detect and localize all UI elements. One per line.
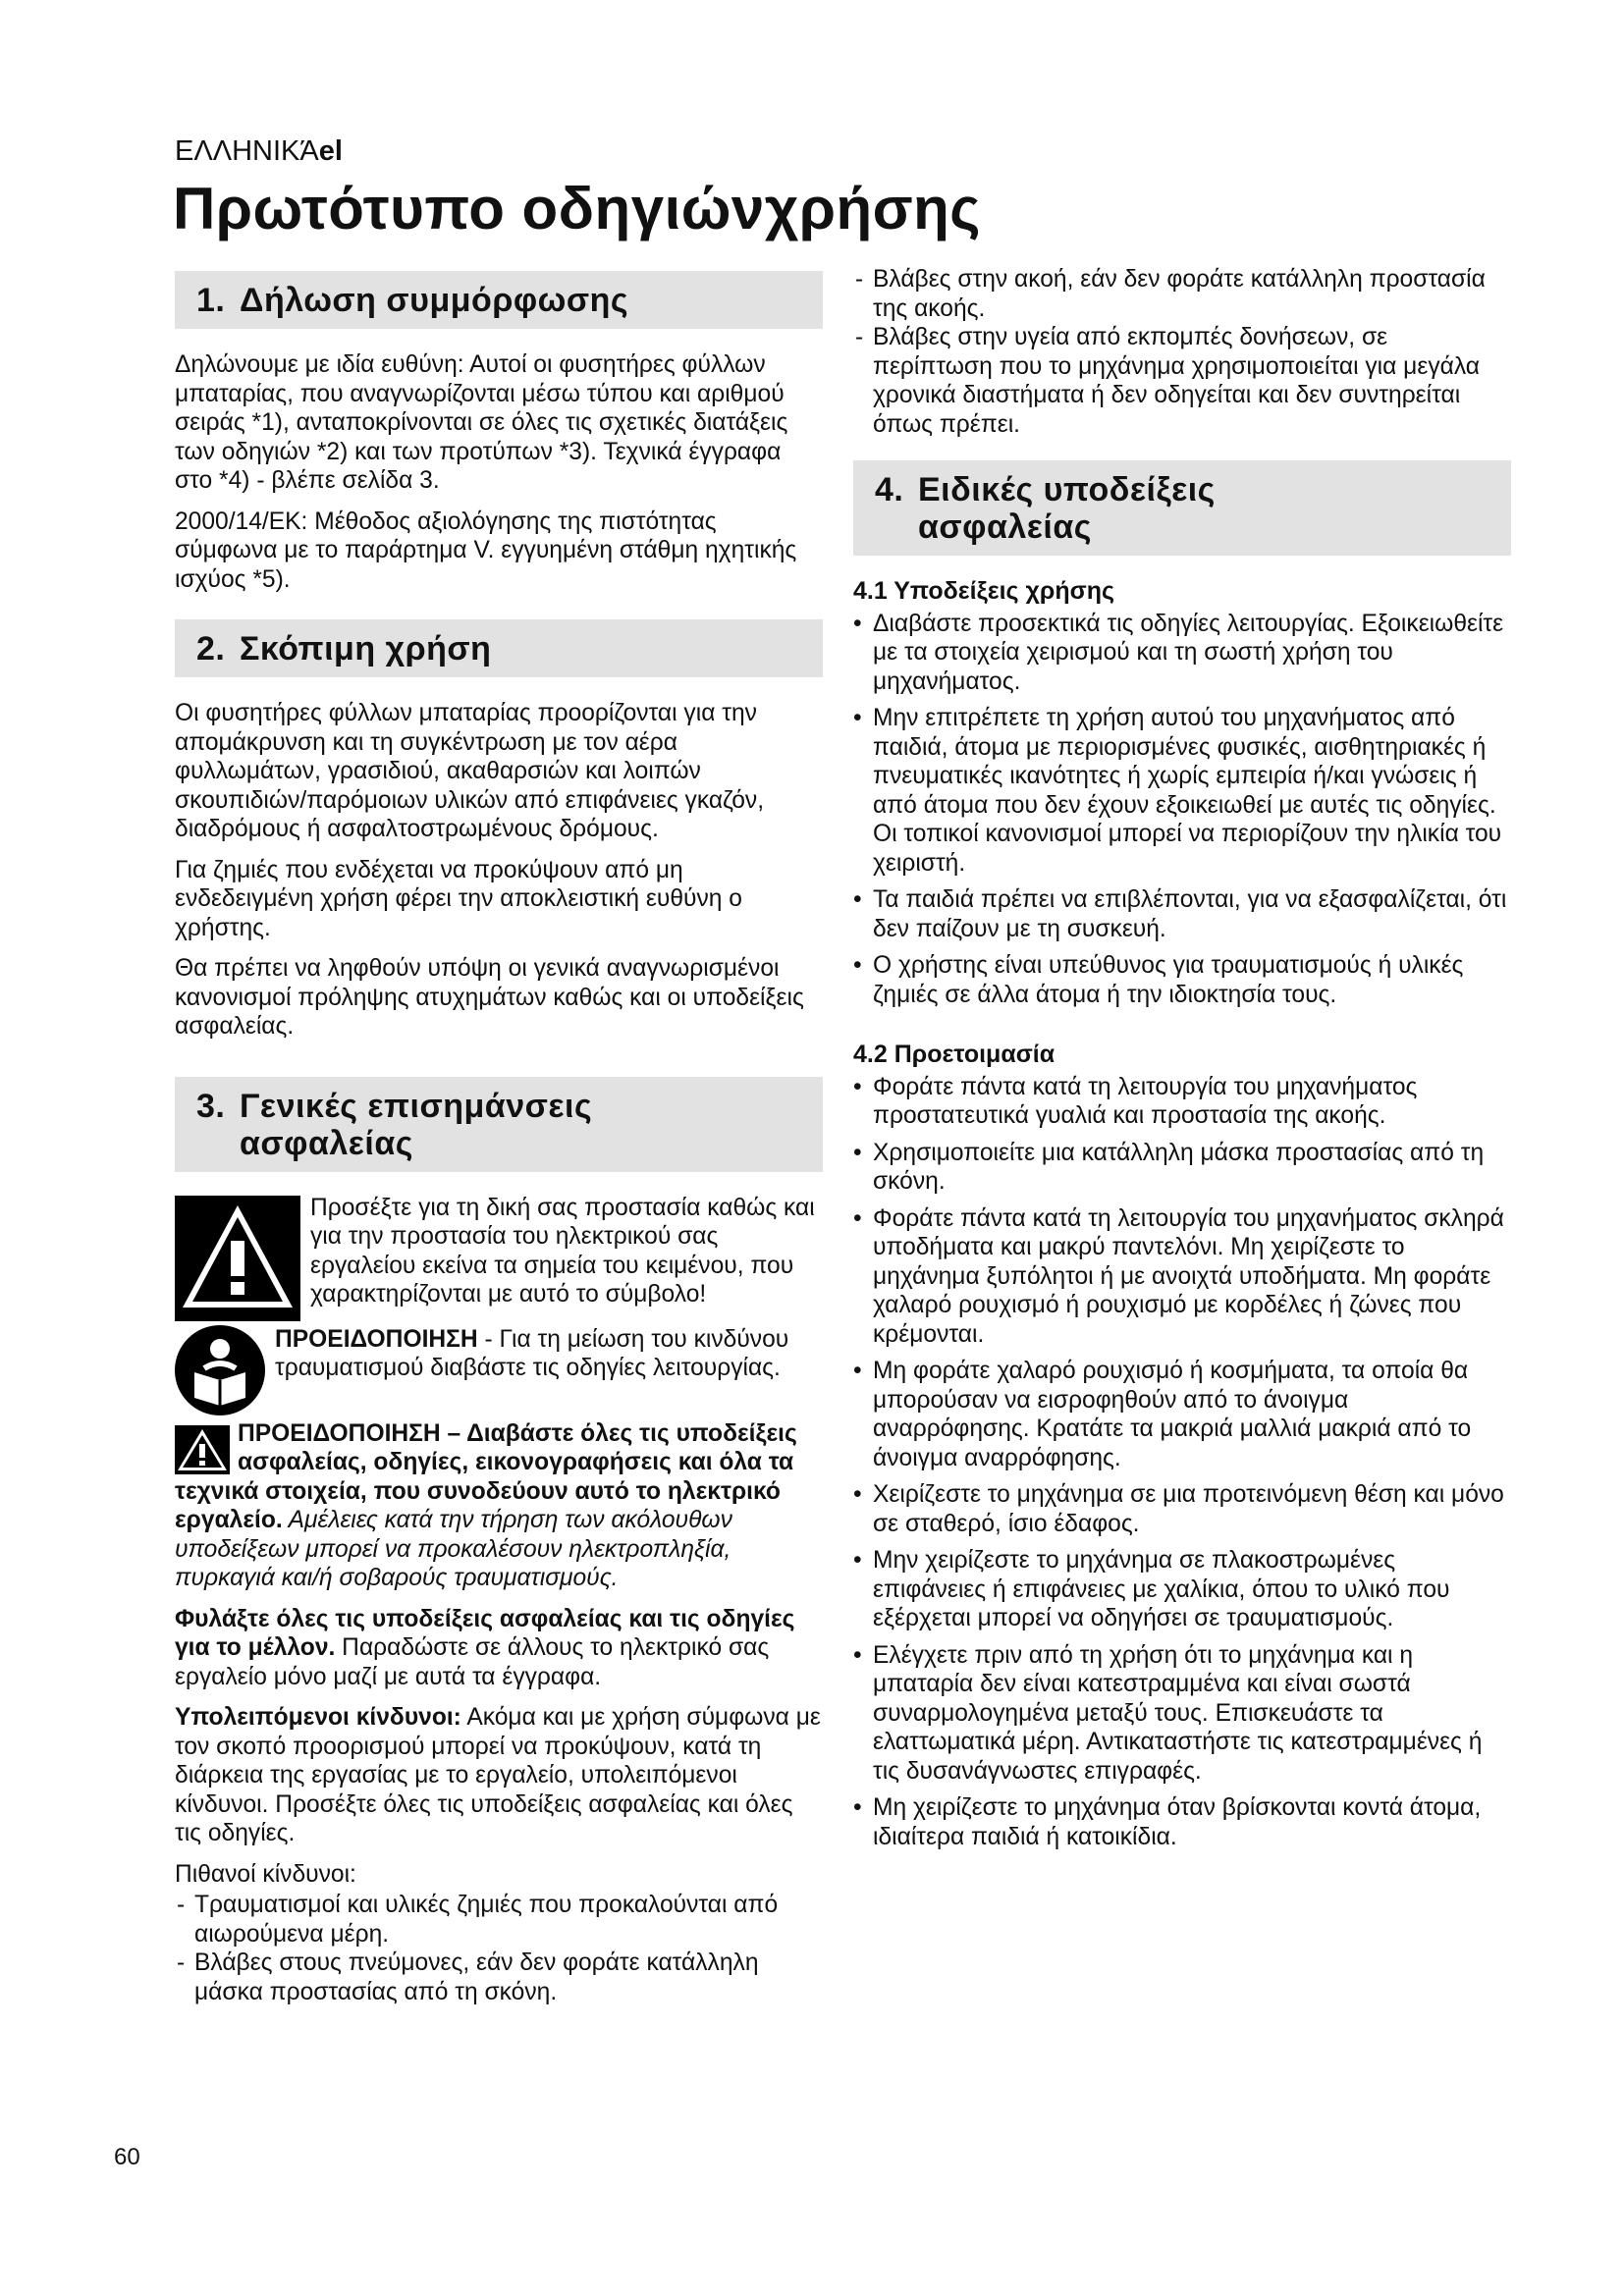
- warning-2-italic: Αμέλειες κατά την τήρηση των ακόλουθων υποδείξεων μπορεί να προκαλέσουν ηλεκτροπληξία, πυρκαγιά και/ή σοβαρούς τραυματισμούς.: [175, 1507, 732, 1591]
- s1-paragraph-2: 2000/14/ΕΚ: Μέθοδος αξιολόγησης της πιστότητας σύμφωνα με το παράρτημα V. εγγυημένη στάθμη ηχητικής ισχύος *5).: [175, 507, 797, 593]
- list-item: • Φοράτε πάντα κατά τη λειτουργία του μηχανήματος σκληρά υποδήματα και μακρύ παντελόνι. Μη χειρίζεστε το μηχάνημα ξυπόλητοι ή με ανοιχτά υποδήματα. Μη φοράτε χαλαρό ρουχισμό ή ρουχισμό με κορδέλες ή ζώνες που κρέμονται.: [853, 1204, 1511, 1350]
- preparation-list: [853, 1073, 1511, 1852]
- read-manual-icon: [175, 1325, 265, 1415]
- subsection-4-1: 4.1 Υποδείξεις χρήσης: [853, 577, 1115, 605]
- list-item: - Βλάβες στους πνεύμονες, εάν δεν φοράτε κατάλληλη μάσκα προστασίας από τη σκόνη.: [175, 1949, 823, 2006]
- warning-2-bold: ΠΡΟΕΙΔΟΠΟΙΗΣΗ – Διαβάστε όλες τις υποδείξεις ασφαλείας, οδηγίες, εικονογραφήσεις και όλα τα τεχνικά στοιχεία, που συνοδεύουν αυτό το ηλεκτρικό εργαλείο.: [175, 1419, 797, 1533]
- keep-instructions: Φυλάξτε όλες τις υποδείξεις ασφαλείας και τις οδηγίες για το μέλλον. Παραδώστε σε άλλους το ηλεκτρικό σας εργαλείο μόνο μαζί με αυτά τα έγγραφα.: [175, 1605, 795, 1690]
- symbol-notice: [175, 1194, 823, 1321]
- residual-risks: Υπολειπόμενοι κίνδυνοι: Ακόμα και με χρήση σύμφωνα με τον σκοπό προορισμού μπορεί να προκύψουν, κατά τη διάρκεια της εργασίας με το εργαλείο, υπολειπόμενοι κίνδυνοι. Προσέξτε όλες τις υποδείξεις ασφαλείας και όλες τις οδηγίες.: [175, 1704, 821, 1846]
- risk-list-left: [175, 1891, 823, 2006]
- list-item: - Βλάβες στην υγεία από εκπομπές δονήσεων, σε περίπτωση που το μηχάνημα χρησιμοποιείται για μεγάλα χρονικά διαστήματα ή δεν οδηγείται και δεν συντηρείται όπως πρέπει.: [853, 323, 1511, 439]
- section-4-heading: 4. Ειδικές υποδείξεις ασφαλείας: [853, 460, 1511, 556]
- warning-triangle-icon: [175, 1196, 300, 1321]
- section-1-heading: 1. Δήλωση συμμόρφωσης: [175, 271, 823, 329]
- right-column: [853, 265, 1511, 1859]
- list-item: - Βλάβες στην ακοή, εάν δεν φοράτε κατάλληλη προστασία της ακοής.: [853, 265, 1511, 323]
- warning-1-text: - Για τη μείωση του κινδύνου τραυματισμού διαβάστε τις οδηγίες λειτουργίας.: [275, 1325, 789, 1381]
- left-column: [175, 271, 823, 2014]
- warning-2: [175, 1419, 823, 1593]
- s2-paragraph-3: Θα πρέπει να ληφθούν υπόψη οι γενικά αναγνωρισμένοι κανονισμοί πρόληψης ατυχημάτων καθώς και οι υποδείξεις ασφαλείας.: [175, 955, 804, 1040]
- read-manual-warning: [175, 1325, 823, 1415]
- section-3-heading: 3. Γενικές επισημάνσεις ασφαλείας: [175, 1077, 823, 1172]
- list-item: • Χειρίζεστε το μηχάνημα σε μια προτεινόμενη θέση και μόνο σε σταθερό, ίσιο έδαφος.: [853, 1480, 1511, 1538]
- list-item: • Τα παιδιά πρέπει να επιβλέπονται, για να εξασφαλίζεται, ότι δεν παίζουν με τη συσκευή.: [853, 885, 1511, 943]
- list-item: - Τραυματισμοί και υλικές ζημιές που προκαλούνται από αιωρούμενα μέρη.: [175, 1891, 823, 1949]
- s2-paragraph-2: Για ζημιές που ενδέχεται να προκύψουν από μη ενδεδειγμένη χρήση φέρει την αποκλειστική ευθύνη ο χρήστης.: [175, 856, 742, 941]
- list-item: • Ελέγχετε πριν από τη χρήση ότι το μηχάνημα και η μπαταρία δεν είναι κατεστραμμένα και είναι σωστά συναρμολογημένα μεταξύ τους. Επισκευάστε τα ελαττωματικά μέρη. Αντικαταστήστε τις κατεστραμμένες ή τις δυσανάγνωστες επιγραφές.: [853, 1641, 1511, 1787]
- s2-paragraph-1: Οι φυσητήρες φύλλων μπαταρίας προορίζονται για την απομάκρυνση και τη συγκέντρωση με τον αέρα φυλλωμάτων, γρασιδιού, ακαθαρσιών και λοιπών σκουπιδιών/παρόμοιων υλικών από επιφάνειες γκαζόν, διαδρόμους ή ασφαλτοστρωμένους δρόμους.: [175, 700, 765, 842]
- list-item: • Μην επιτρέπετε τη χρήση αυτού του μηχανήματος από παιδιά, άτομα με περιορισμένες φυσικές, αισθητηριακές ή πνευματικές ικανότητες ή χωρίς εμπειρία ή/και γνώσεις ή από άτομα που δεν έχουν εξοικειωθεί με αυτές τις οδηγίες. Οι τοπικοί κανονισμοί μπορεί να περιορίζουν την ηλικία του χειριστή.: [853, 704, 1511, 878]
- list-item: • Διαβάστε προσεκτικά τις οδηγίες λειτουργίας. Εξοικειωθείτε με τα στοιχεία χειρισμού και τη σωστή χρήση του μηχανήματος.: [853, 610, 1511, 697]
- list-item: • Ο χρήστης είναι υπεύθυνος για τραυματισμούς ή υλικές ζημιές σε άλλα άτομα ή την ιδιοκτησία τους.: [853, 951, 1511, 1009]
- list-item: • Μη φοράτε χαλαρό ρουχισμό ή κοσμήματα, τα οποία θα μπορούσαν να εισροφηθούν από το άνοιγμα αναρρόφησης. Κρατάτε τα μακριά μαλλιά μακριά από το άνοιγμα αναρρόφησης.: [853, 1357, 1511, 1472]
- risk-list-right: [853, 265, 1511, 439]
- subsection-4-2: 4.2 Προετοιμασία: [853, 1041, 1056, 1068]
- list-item: • Μην χειρίζεστε το μηχάνημα σε πλακοστρωμένες επιφάνειες ή επιφάνειες με χαλίκια, όπου το υλικό που εξέρχεται μπορεί να οδηγήσει σε τραυματισμούς.: [853, 1546, 1511, 1633]
- page-title: Πρωτότυπο οδηγιώνχρήσης: [173, 176, 981, 241]
- section-2-heading: 2. Σκόπιμη χρήση: [175, 619, 823, 677]
- possible-risks-label: Πιθανοί κίνδυνοι:: [175, 1860, 356, 1888]
- usage-notes-list: [853, 610, 1511, 1010]
- language-label: ΕΛΛΗΝΙΚΆel: [175, 135, 343, 167]
- list-item: • Χρησιμοποιείτε μια κατάλληλη μάσκα προστασίας από τη σκόνη.: [853, 1139, 1511, 1197]
- warning-1-label: ΠΡΟΕΙΔΟΠΟΙΗΣΗ: [275, 1325, 478, 1353]
- list-item: • Φοράτε πάντα κατά τη λειτουργία του μηχανήματος προστατευτικά γυαλιά και προστασία της ακοής.: [853, 1073, 1511, 1131]
- symbol-notice-text: Προσέξτε για τη δική σας προστασία καθώς και για την προστασία του ηλεκτρικού σας εργαλείου εκείνα τα σημεία του κειμένου, που χαρακτηρίζονται με αυτό το σύμβολο!: [310, 1194, 815, 1308]
- warning-triangle-small-icon: [175, 1425, 230, 1474]
- page-number: 60: [114, 2144, 140, 2170]
- list-item: • Μη χειρίζεστε το μηχάνημα όταν βρίσκονται κοντά άτομα, ιδιαίτερα παιδιά ή κατοικίδια.: [853, 1793, 1511, 1851]
- s1-paragraph-1: Δηλώνουμε με ιδία ευθύνη: Αυτοί οι φυσητήρες φύλλων μπαταρίας, που αναγνωρίζονται μέσω τύπου και αριθμού σειράς *1), ανταποκρίνονται σε όλες τις σχετικές διατάξεις των οδηγιών *2) και των προτύπων *3). Τεχνικά έγγραφα στο *4) - βλέπε σελίδα 3.: [175, 351, 788, 494]
